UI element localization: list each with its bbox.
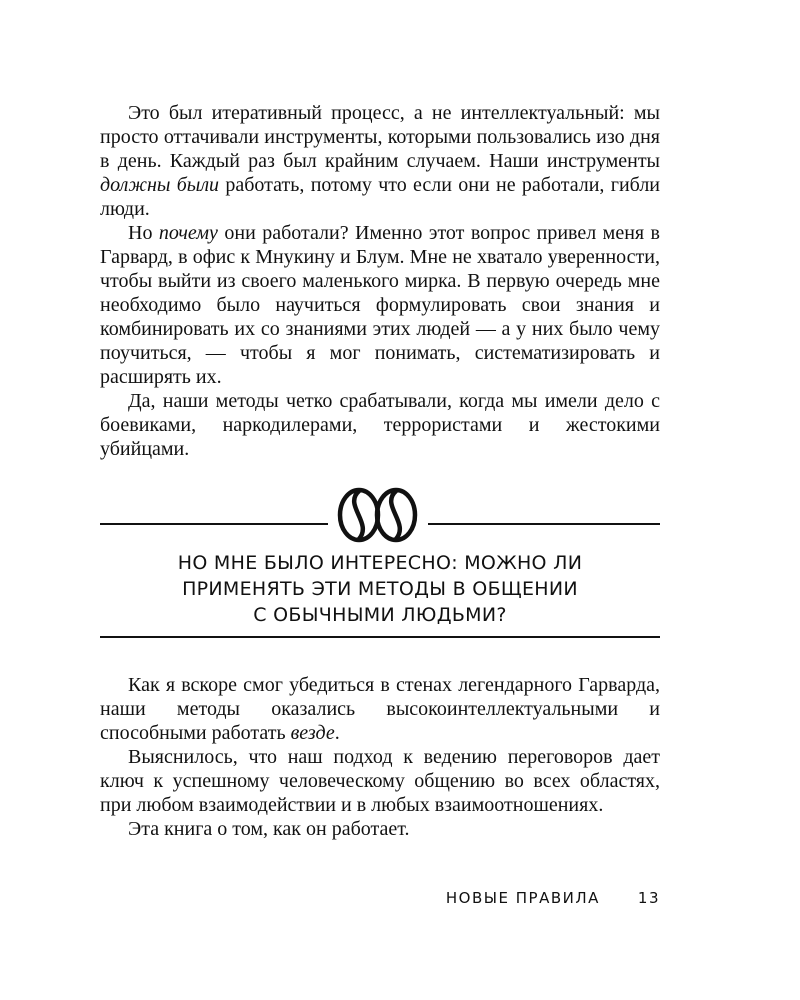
emphasis: должны были [100, 174, 220, 196]
section-ornament [100, 486, 660, 546]
paragraph: Это был итеративный процесс, а не интеллектуальный: мы просто оттачивали инструменты, которыми пользовались изо дня в день. Каждый раз был крайним случаем. Наши инструменты должны были работать, потому что если они не работали, гибли люди. [100, 102, 661, 220]
divider-left [100, 523, 328, 525]
emphasis: почему [158, 222, 218, 244]
paragraph: Как я вскоре смог убедиться в стенах легендарного Гарварда, наши методы оказались высокоинтеллектуальными и способными работать везде. [100, 674, 660, 744]
divider-bottom [100, 636, 660, 638]
pull-quote-line: ПРИМЕНЯТЬ ЭТИ МЕТОДЫ В ОБЩЕНИИ [182, 578, 578, 600]
pull-quote [100, 550, 660, 628]
body-text-bottom [100, 673, 660, 841]
paragraph: Но почему они работали? Именно этот вопрос привел меня в Гарвард, в офис к Мнукину и Блум. Мне не хватало уверенности, чтобы выйти из своего маленького мирка. В первую очередь мне необходимо было научиться формулировать свои знания и комбинировать их со знаниями этих людей — а у них было чему поучиться, — чтобы я мог понимать, систематизировать и расширять их. [100, 222, 660, 388]
paragraph: Да, наши методы четко срабатывали, когда мы имели дело с боевиками, наркодилерами, террористами и жестокими убийцами. [100, 390, 660, 460]
running-title: НОВЫЕ ПРАВИЛА [445, 889, 600, 907]
page-footer [446, 889, 660, 907]
pull-quote-line: С ОБЫЧНЫМИ ЛЮДЬМИ? [253, 604, 507, 626]
paragraph: Выяснилось, что наш подход к ведению переговоров дает ключ к успешному человеческому общению во всех областях, при любом взаимодействии и в любых взаимоотношениях. [100, 746, 660, 816]
emphasis: везде [290, 722, 335, 744]
coffee-beans-icon [333, 487, 423, 543]
body-text-top [100, 101, 660, 461]
divider-right [428, 523, 660, 525]
pull-quote-line: НО МНЕ БЫЛО ИНТЕРЕСНО: МОЖНО ЛИ [177, 552, 583, 574]
page-number: 13 [637, 889, 660, 907]
paragraph: Эта книга о том, как он работает. [128, 818, 410, 840]
